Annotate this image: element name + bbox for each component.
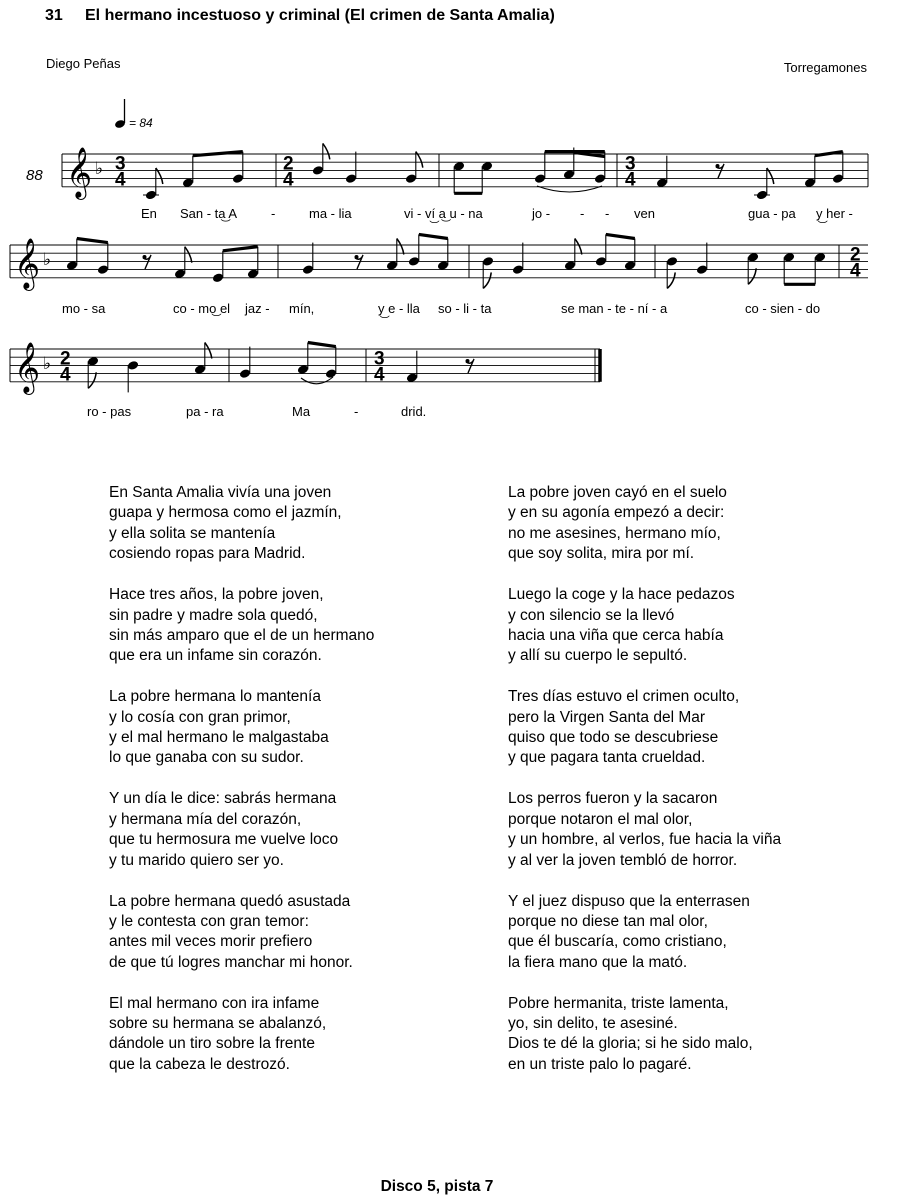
- note: [696, 243, 708, 275]
- verse-line: porque no diese tan mal olor,: [508, 912, 708, 930]
- lyric-syllable: ven: [634, 206, 655, 221]
- lyric-syllable: se man - te - ní - a: [561, 301, 668, 316]
- verse-line: La pobre hermana lo mantenía: [109, 688, 321, 706]
- verse-line: En Santa Amalia vivía una joven: [109, 484, 332, 501]
- time-signature-denominator: 4: [850, 260, 861, 282]
- lyric-syllable: -: [580, 206, 585, 221]
- note: [832, 152, 844, 184]
- verse-line: Pobre hermanita, triste lamenta,: [508, 994, 729, 1012]
- time-signature-numerator: 3: [374, 348, 385, 370]
- note: [66, 239, 78, 271]
- slur: [301, 377, 333, 384]
- lyrics-system-1: [141, 206, 853, 223]
- time-signature-denominator: 4: [625, 169, 636, 191]
- system-number: 88: [26, 167, 43, 184]
- verse-line: Dios te dé la gloria; si he sido malo,: [508, 1035, 753, 1053]
- lyric-syllable: drid.: [401, 404, 427, 419]
- verse-stanza: [109, 789, 374, 871]
- verse-line: La pobre hermana quedó asustada: [109, 892, 351, 910]
- time-signature-numerator: 2: [283, 153, 294, 175]
- verse-line: y allí su cuerpo le sepultó.: [508, 647, 688, 665]
- lyrics-system-2: [62, 301, 820, 318]
- lyric-syllable: Ma: [292, 404, 311, 419]
- verse-line: y el mal hermano le malgastaba: [109, 729, 329, 747]
- verse-line: guapa y hermosa como el jazmín,: [109, 504, 342, 522]
- verse-stanza: [508, 687, 781, 769]
- lyric-syllable: co - sien - do: [745, 301, 821, 316]
- verse-line: Y el juez dispuso que la enterrasen: [508, 892, 750, 910]
- verse-stanza: [508, 483, 781, 565]
- note: [408, 234, 420, 266]
- verse-line: y ella solita se mantenía: [109, 524, 276, 542]
- note: [564, 239, 582, 271]
- note: [747, 252, 759, 284]
- beam: [419, 234, 448, 238]
- beam: [223, 247, 258, 251]
- tempo-marking: [114, 99, 153, 130]
- verse-stanza: [508, 585, 781, 667]
- verse-line: y con silencio se la llevó: [508, 606, 675, 624]
- verse-line: sin padre y madre sola quedó,: [109, 606, 318, 624]
- verse-line: que la cabeza le destrozó.: [109, 1055, 290, 1073]
- treble-clef-icon: 𝄞: [66, 148, 93, 197]
- note: [87, 356, 99, 388]
- verse-line: y le contesta con gran temor:: [109, 912, 309, 930]
- verse-line: que soy solita, mira por mí.: [508, 545, 695, 563]
- lyric-syllable: y͜ e - lla: [378, 301, 420, 316]
- note: [194, 343, 212, 375]
- verse-line: la fiera mano que la mató.: [508, 953, 688, 971]
- verse-line: dándole un tiro sobre la frente: [109, 1035, 315, 1053]
- note: [754, 168, 774, 200]
- note: [127, 360, 139, 392]
- note: [783, 252, 795, 284]
- verse-line: de que tú logres manchar mi honor.: [109, 953, 353, 971]
- verse-line: cosiendo ropas para Madrid.: [109, 545, 306, 563]
- verse-line: antes mil veces morir prefiero: [109, 933, 313, 951]
- treble-clef-icon: 𝄞: [14, 239, 41, 288]
- flat-icon: ♭: [43, 250, 52, 269]
- lyric-syllable: jo -: [532, 206, 551, 221]
- verse-stanza: [109, 994, 374, 1076]
- staff-system: [10, 343, 600, 396]
- recording-reference: Disco 5, pista 7: [380, 1178, 494, 1195]
- verse-stanza: [109, 483, 374, 565]
- note: [174, 247, 192, 279]
- lyric-syllable: y͜ her -: [816, 206, 853, 221]
- lyric-syllable: -: [605, 206, 610, 221]
- quarter-note-icon: [114, 99, 126, 129]
- note: [312, 143, 330, 175]
- beam: [308, 343, 336, 347]
- time-signature-numerator: 3: [115, 153, 126, 175]
- verse-line: hacia una viña que cerca había: [508, 626, 724, 644]
- lyric-syllable: -: [271, 206, 276, 221]
- verse-line: La pobre joven cayó en el suelo: [508, 484, 727, 501]
- verse-stanza: [508, 994, 781, 1076]
- verse-line: que tu hermosura me vuelve loco: [109, 831, 339, 849]
- time-signature-denominator: 4: [60, 364, 71, 386]
- note: [534, 152, 546, 184]
- treble-clef-icon: 𝄞: [14, 343, 41, 392]
- verse-line: Tres días estuvo el crimen oculto,: [508, 688, 740, 706]
- verse-line: en un triste palo lo pagaré.: [508, 1055, 692, 1073]
- note: [302, 243, 314, 275]
- note: [325, 347, 337, 379]
- verse-line: y al ver la joven tembló de horror.: [508, 851, 738, 869]
- note: [247, 247, 259, 279]
- note: [406, 351, 418, 383]
- verse-line: Y un día le dice: sabrás hermana: [109, 790, 337, 808]
- verse-line: pero la Virgen Santa del Mar: [508, 708, 706, 726]
- verse-line: y un hombre, al verlos, fue hacia la viña: [508, 831, 782, 849]
- note: [386, 239, 404, 271]
- note: [437, 239, 449, 271]
- music-score: [0, 0, 900, 440]
- lyric-syllable: En: [141, 206, 157, 221]
- flat-icon: ♭: [95, 159, 104, 178]
- verse-line: y tu marido quiero ser yo.: [109, 851, 284, 869]
- lyric-syllable: gua - pa: [748, 206, 796, 221]
- flat-icon: ♭: [43, 354, 52, 373]
- note: [97, 243, 109, 275]
- informant-name: Diego Peñas: [46, 56, 121, 71]
- staff-system: [10, 234, 868, 291]
- verse-line: yo, sin delito, te asesiné.: [508, 1015, 678, 1033]
- verse-stanza: [109, 585, 374, 667]
- lyric-syllable: San - ta͜ A: [180, 206, 238, 221]
- lyric-syllable: vi - ví͜ a͜ u - na: [404, 206, 483, 221]
- note: [804, 156, 816, 188]
- lyric-syllable: ro - pas: [87, 404, 132, 419]
- place-name: Torregamones: [783, 60, 867, 75]
- note: [595, 234, 607, 266]
- beam: [606, 234, 635, 238]
- lyric-syllable: mín,: [289, 301, 315, 316]
- verse-line: Los perros fueron y la sacaron: [508, 790, 718, 808]
- verse-stanza: [508, 892, 781, 974]
- song-title-text: El hermano incestuoso y criminal (El crimen de Santa Amalia): [85, 7, 555, 24]
- staff-system: [62, 143, 868, 200]
- verse-line: no me asesines, hermano mío,: [508, 524, 721, 542]
- note: [814, 252, 826, 284]
- lyric-syllable: mo - sa: [62, 301, 106, 316]
- verse-line: y hermana mía del corazón,: [109, 810, 302, 828]
- note: [212, 251, 224, 283]
- note: [624, 239, 636, 271]
- verse-line: que él buscaría, como cristiano,: [508, 933, 727, 951]
- lyric-syllable: jaz -: [245, 301, 270, 316]
- verse-line: sobre su hermana se abalanzó,: [109, 1015, 327, 1033]
- verse-stanza: [109, 892, 374, 974]
- verse-line: lo que ganaba con su sudor.: [109, 749, 304, 767]
- verse-line: porque notaron el mal olor,: [508, 810, 693, 828]
- beam: [77, 239, 108, 243]
- time-signature-denominator: 4: [115, 169, 126, 191]
- verse-stanza: [508, 789, 781, 871]
- note: [405, 152, 423, 184]
- lyric-syllable: co - mo͜ el: [173, 301, 231, 316]
- verse-line: sin más amparo que el de un hermano: [109, 626, 375, 644]
- verse-line: que era un infame sin corazón.: [109, 647, 322, 665]
- tempo-text: = 84: [129, 116, 153, 130]
- beam: [815, 152, 843, 156]
- note: [239, 347, 251, 379]
- song-number: 31: [45, 7, 63, 24]
- note: [453, 161, 465, 193]
- note: [656, 156, 668, 188]
- time-signature-numerator: 2: [850, 244, 861, 266]
- note: [345, 152, 357, 184]
- time-signature-numerator: 2: [60, 348, 71, 370]
- note: [481, 161, 493, 193]
- note: [297, 343, 309, 375]
- lyric-syllable: -: [354, 404, 359, 419]
- lyric-syllable: pa - ra: [186, 404, 224, 419]
- note: [232, 152, 244, 184]
- time-signature-denominator: 4: [283, 169, 294, 191]
- verse-line: Luego la coge y la hace pedazos: [508, 586, 735, 604]
- time-signature-denominator: 4: [374, 364, 385, 386]
- verse-line: y lo cosía con gran primor,: [109, 708, 291, 726]
- verse-line: y que pagara tanta crueldad.: [508, 749, 706, 767]
- time-signature-numerator: 3: [625, 153, 636, 175]
- note: [666, 256, 678, 288]
- verses-left-column: [109, 483, 374, 1096]
- note: [512, 243, 524, 275]
- verse-line: y en su agonía empezó a decir:: [508, 504, 725, 522]
- verse-stanza: [109, 687, 374, 769]
- note: [482, 256, 494, 288]
- verses-right-column: [508, 483, 781, 1096]
- note: [143, 168, 163, 200]
- lyric-syllable: so - li - ta: [438, 301, 492, 316]
- beam: [193, 152, 243, 156]
- note: [182, 156, 194, 188]
- verse-line: quiso que todo se descubriese: [508, 729, 719, 747]
- verse-line: El mal hermano con ira infame: [109, 994, 320, 1012]
- verse-line: Hace tres años, la pobre joven,: [109, 586, 324, 604]
- lyric-syllable: ma - lia: [309, 206, 352, 221]
- lyrics-system-3: [87, 404, 426, 419]
